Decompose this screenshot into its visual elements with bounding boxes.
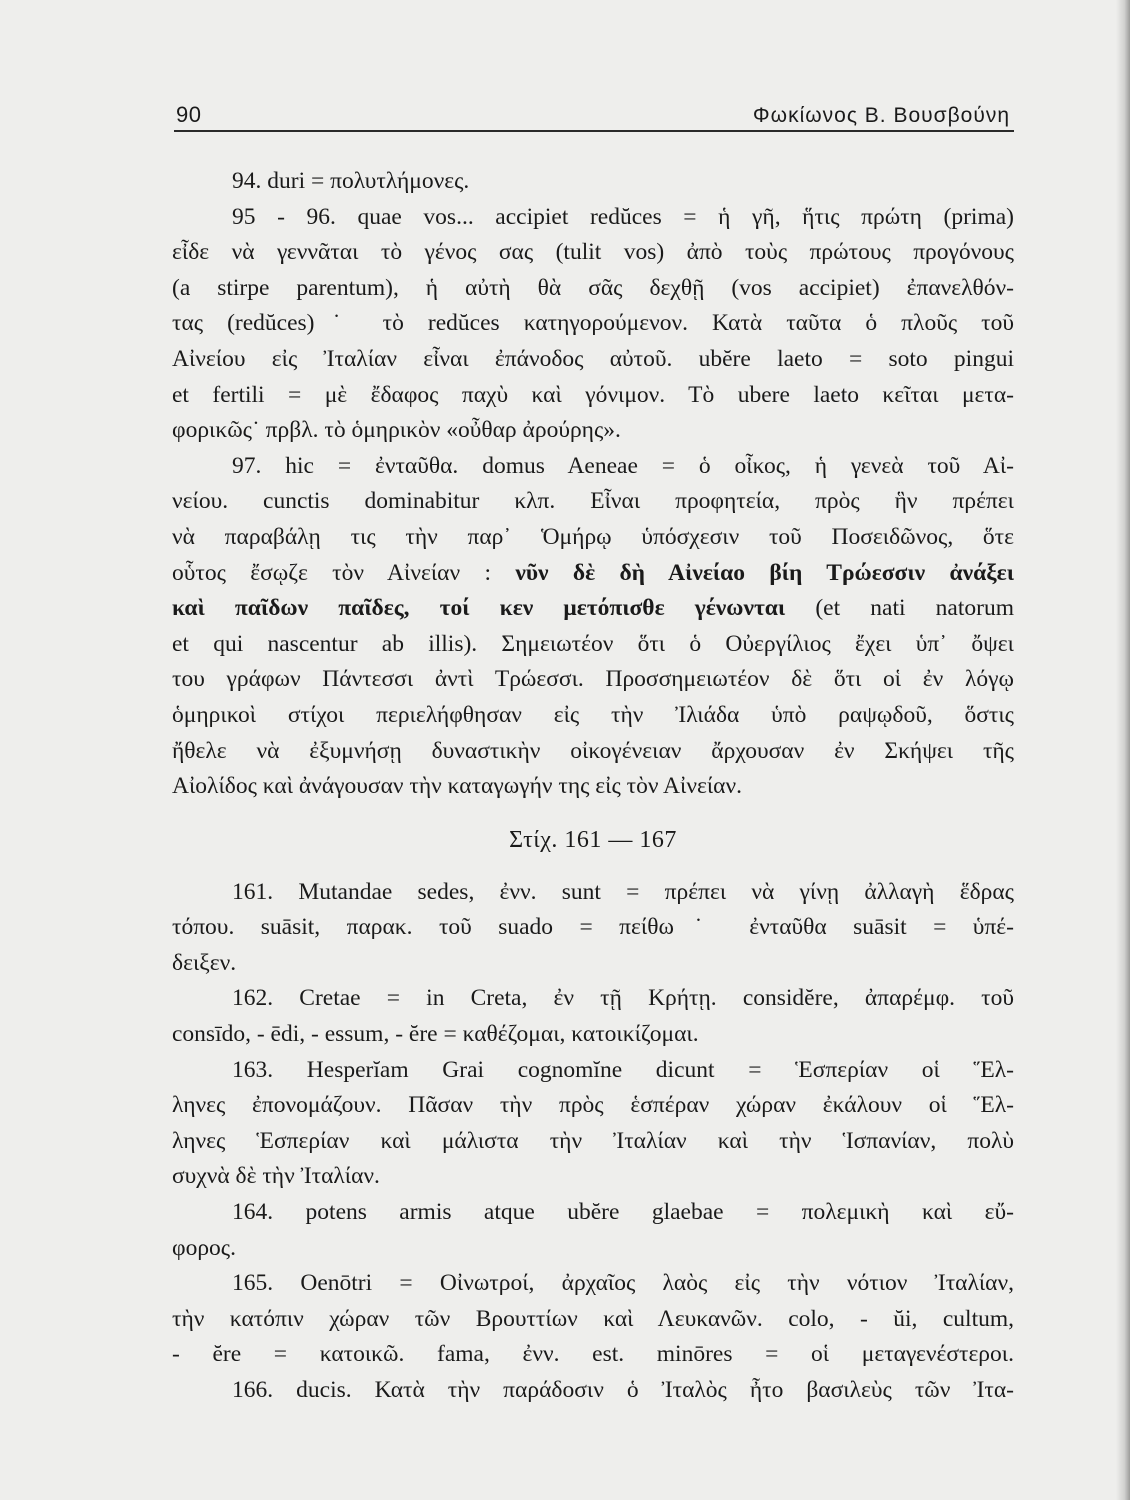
note-95-96-line: φορικῶς˙ πρβλ. τὸ ὁμηρικὸν «οὖθαρ ἀρούρης».	[172, 417, 621, 444]
page-edge-shadow	[1116, 0, 1130, 1500]
note-94-line: 94. duri = πολυτλήμονες.	[232, 168, 470, 194]
note-162-line: 162. Cretae = in Creta, ἐν τῇ Κρήτῃ. considĕre, ἀπαρέμφ. τοῦ	[232, 985, 1014, 1012]
page-header	[174, 96, 1014, 132]
note-163-line: ληνες Ἑσπερίαν καὶ μάλιστα τὴν Ἰταλίαν καὶ τὴν Ἱσπανίαν, πολὺ	[172, 1127, 1014, 1154]
note-97-line-with-quote: καὶ παῖδων παῖδες, τοί κεν μετόπισθε γένωνται (et nati natorum	[172, 595, 1014, 622]
note-97-line: 97. hic = ἐνταῦθα. domus Aeneae = ὁ οἶκος, ἡ γενεὰ τοῦ Αἰ-	[232, 452, 1014, 479]
note-163-line: συχνὰ δὲ τὴν Ἰταλίαν.	[172, 1163, 380, 1190]
note-95-96-line: 95 - 96. quae vos... accipiet redŭces = ἡ γῆ, ἥτις πρώτη (prima)	[232, 203, 1014, 230]
note-164-line: φορος.	[172, 1234, 236, 1261]
note-97-line-with-quote: οὗτος ἔσῳζε τὸν Αἰνείαν : νῦν δὲ δὴ Αἰνείαο βίη Τρώεσσιν ἀνάξει	[172, 559, 1015, 586]
note-161-line: τόπου. suāsit, παρακ. τοῦ suado = πείθω˙ ἐνταῦθα suāsit = ὑπέ-	[172, 914, 1014, 941]
note-163-line: 163. Hesperĭam Grai cognomĭne dicunt = Ἑσπερίαν οἱ Ἕλ-	[232, 1056, 1014, 1083]
note-161-line: δειξεν.	[172, 949, 237, 976]
section-title: Στίχ. 161 — 167	[509, 826, 677, 853]
note-97-line: Αἰολίδος καὶ ἀνάγουσαν τὴν καταγωγήν της εἰς τὸν Αἰνείαν.	[172, 773, 742, 800]
note-164-line: 164. potens armis atque ubĕre glaebae = πολεμικὴ καὶ εὔ-	[232, 1199, 1014, 1226]
note-97-line: et qui nascentur ab illis). Σημειωτέον ὅτι ὁ Οὐεργίλιος ἔχει ὑπ᾽ ὄψει	[172, 630, 1014, 657]
note-97-line: ἤθελε νὰ ἐξυμνήσῃ δυναστικὴν οἰκογένειαν ἄρχουσαν ἐν Σκήψει τῆς	[172, 737, 1014, 764]
note-165-line: τὴν κατόπιν χώραν τῶν Βρουττίων καὶ Λευκανῶν. colo, - ŭi, cultum,	[172, 1305, 1014, 1332]
note-161-line: 161. Mutandae sedes, ἐνν. sunt = πρέπει νὰ γίνῃ ἀλλαγὴ ἕδρας	[232, 878, 1014, 905]
note-95-96-line: (a stirpe parentum), ἡ αὐτὴ θὰ σᾶς δεχθῇ (vos accipiet) ἐπανελθόν-	[172, 274, 1014, 301]
note-95-96-line: Αἰνείου εἰς Ἰταλίαν εἶναι ἐπάνοδος αὐτοῦ. ubĕre laeto = soto pingui	[172, 345, 1014, 372]
note-165-line: - ĕre = κατοικῶ. fama, ἐνν. est. minōres = οἱ μεταγενέστεροι.	[172, 1341, 1014, 1368]
page-number: 90	[176, 102, 202, 127]
note-97-line: του γράφων Πάντεσσι ἀντὶ Τρώεσσι. Προσσημειωτέον δὲ ὅτι οἱ ἐν λόγῳ	[172, 666, 1014, 693]
note-95-96-line: et fertili = μὲ ἔδαφος παχὺ καὶ γόνιμον. Τὸ ubere laeto κεῖται μετα-	[172, 381, 1014, 408]
note-97-line: ὁμηρικοὶ στίχοι περιελήφθησαν εἰς τὴν Ἰλιάδα ὑπὸ ραψῳδοῦ, ὅστις	[172, 701, 1014, 728]
note-95-96-line: τας (redŭces)˙ τὸ redŭces κατηγορούμενον. Κατὰ ταῦτα ὁ πλοῦς τοῦ	[172, 310, 1014, 337]
running-head-author: Φωκίωνος Β. Βουσβούνη	[752, 104, 1010, 127]
note-163-line: ληνες ἐπονομάζουν. Πᾶσαν τὴν πρὸς ἑσπέραν χώραν ἐκάλουν οἱ Ἕλ-	[172, 1092, 1014, 1119]
commentary-body	[172, 164, 1014, 1409]
note-165-line: 165. Oenōtri = Οἰνωτροί, ἀρχαῖος λαὸς εἰς τὴν νότιον Ἰταλίαν,	[232, 1270, 1014, 1297]
homeric-quote-line-1: νῦν δὲ δὴ Αἰνείαο βίη Τρώεσσιν ἀνάξει	[515, 559, 1015, 586]
note-166-line: 166. ducis. Κατὰ τὴν παράδοσιν ὁ Ἰταλὸς ἦτο βασιλεὺς τῶν Ἰτα-	[232, 1377, 1014, 1403]
note-97-line: νείου. cunctis dominabitur κλπ. Εἶναι προφητεία, πρὸς ἣν πρέπει	[172, 488, 1014, 515]
note-97-line: νὰ παραβάλῃ τις τὴν παρ᾽ Ὁμήρῳ ὑπόσχεσιν τοῦ Ποσειδῶνος, ὅτε	[172, 523, 1014, 550]
homeric-quote-line-2: καὶ παῖδων παῖδες, τοί κεν μετόπισθε γένωνται	[172, 595, 786, 622]
note-95-96-line: εἶδε νὰ γεννᾶται τὸ γένος σας (tulit vos) ἀπὸ τοὺς πρώτους προγόνους	[172, 239, 1014, 266]
note-162-line: consīdo, - ēdi, - essum, - ĕre = καθέζομαι, κατοικίζομαι.	[172, 1021, 699, 1048]
